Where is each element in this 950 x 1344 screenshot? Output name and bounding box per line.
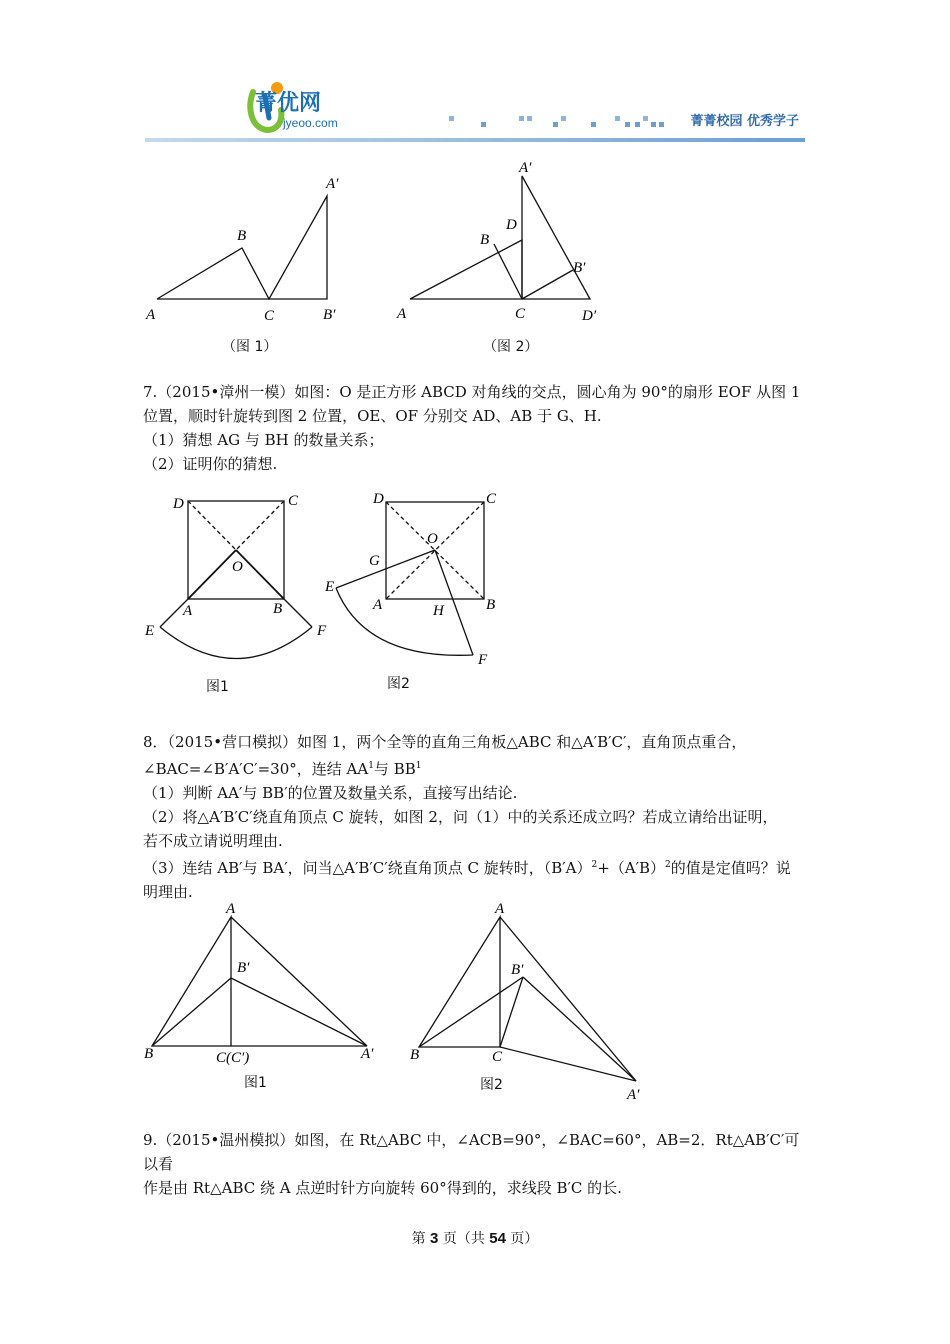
q7-sub-1: （1）猜想 AG 与 BH 的数量关系；	[143, 431, 384, 449]
q8-figure-2	[419, 917, 636, 1081]
q8-fig2-label-B: B	[410, 1047, 420, 1063]
q7-figure-2	[336, 502, 484, 655]
q6-fig2-label-A: A	[397, 306, 407, 322]
q7-fig2-label-D: D	[373, 491, 384, 507]
q7-fig2-label-E: E	[325, 579, 335, 595]
q8-fig1-label-A-prime: A′	[361, 1046, 374, 1062]
q7-figure-1	[160, 501, 312, 659]
q6-figure-1	[157, 196, 327, 299]
q7-fig1-label-O: O	[232, 559, 243, 575]
q8-fig2-label-A: A	[495, 901, 505, 917]
q9-line-1: 9.（2015•温州模拟）如图，在 Rt△ABC 中，∠ACB=90°，∠BAC=60°，AB=2．Rt△AB′C′可以看	[143, 1131, 800, 1173]
q6-fig2-label-C: C	[515, 306, 526, 322]
q6-fig1-label-C: C	[264, 308, 275, 324]
q8-caption-1: 图1	[244, 1075, 267, 1091]
q8-fig1-label-C-Cprime: C(C′)	[216, 1050, 250, 1066]
q6-figures	[140, 160, 610, 365]
current-page-number: 3	[430, 1230, 439, 1247]
q8-fig2-label-C: C	[492, 1049, 503, 1065]
q7-fig1-label-A: A	[183, 603, 193, 619]
q6-fig2-label-B-prime: B′	[573, 260, 586, 276]
q6-fig2-label-D: D	[506, 217, 517, 233]
q7-line-2: 位置，顺时针旋转到图 2 位置，OE、OF 分别交 AD、AB 于 G、H.	[143, 407, 602, 425]
q7-fig2-label-O: O	[427, 531, 438, 547]
page-header	[145, 78, 805, 148]
q9-line-2: 作是由 Rt△ABC 绕 A 点逆时针方向旋转 60°得到的，求线段 B′C 的长.	[143, 1179, 622, 1197]
q7-fig2-label-B: B	[486, 597, 496, 613]
header-slogan: 菁菁校园 优秀学子	[690, 114, 799, 129]
q8-figure-1	[152, 917, 367, 1046]
q7-fig1-label-B: B	[273, 601, 283, 617]
q8-sub-3a: （3）连结 AB′与 BA′，问当△A′B′C′绕直角顶点 C 旋转时，$(B'A)^2+(A'B)^2$的值是定值吗？说	[143, 859, 791, 877]
q6-fig2-label-D-prime: D′	[582, 308, 597, 324]
q6-fig1-label-B-prime: B′	[323, 307, 336, 323]
q8-sub-3b: 明理由.	[143, 883, 193, 901]
q8-fig1-label-B-prime: B′	[237, 960, 250, 976]
q6-fig2-label-A-prime: A′	[519, 160, 532, 176]
q7-fig2-label-F: F	[478, 652, 488, 668]
q8-caption-2: 图2	[480, 1077, 503, 1093]
q7-fig1-label-F: F	[317, 623, 327, 639]
question-8	[143, 730, 811, 904]
question-7	[143, 380, 811, 476]
q6-figure-2	[410, 176, 590, 299]
q7-sub-2: （2）证明你的猜想.	[143, 455, 278, 473]
q8-sub-1: （1）判断 AA′与 BB′的位置及数量关系，直接写出结论.	[143, 784, 518, 802]
q6-fig1-label-A-prime: A′	[326, 176, 339, 192]
q8-line-2: ∠BAC=∠B′A′C′=30°，连结 $AA^1$与 $BB^1$	[143, 760, 422, 778]
q7-figures	[140, 485, 520, 675]
header-rule	[145, 138, 805, 142]
q6-caption-2: （图 2）	[483, 339, 539, 355]
q8-fig2-label-A-prime: A′	[627, 1087, 640, 1103]
page-footer: 第 3 页（共 54 页）	[411, 1230, 539, 1247]
q8-sub-2a: （2）将△A′B′C′绕直角顶点 C 旋转，如图 2，问（1）中的关系还成立吗？若成立请给出证明，	[143, 808, 778, 826]
q8-sub-2b: 若不成立请说明理由.	[143, 832, 283, 850]
q7-fig2-label-C: C	[486, 491, 497, 507]
q8-fig1-label-B: B	[144, 1046, 154, 1062]
brand-site: jyeoo.com	[283, 116, 338, 130]
q6-fig1-label-A: A	[146, 307, 156, 323]
q8-fig1-label-A: A	[226, 901, 236, 917]
q7-fig1-label-E: E	[145, 623, 155, 639]
q8-line-1: 8．（2015•营口模拟）如图 1，两个全等的直角三角板△ABC 和△A′B′C′，直角顶点重合，	[143, 733, 747, 751]
q8-fig2-label-B-prime: B′	[511, 962, 524, 978]
q8-figures	[140, 900, 660, 1105]
q7-fig2-label-H: H	[433, 603, 444, 619]
q6-caption-1: （图 1）	[222, 339, 278, 355]
q6-fig1-label-B: B	[237, 228, 247, 244]
q7-fig2-label-A: A	[373, 597, 383, 613]
q7-line-1: 7.（2015•漳州一模）如图：O 是正方形 ABCD 对角线的交点，圆心角为 90°的扇形 EOF 从图 1	[143, 383, 801, 401]
total-pages: 54	[489, 1230, 506, 1247]
q7-fig1-label-D: D	[173, 496, 184, 512]
brand-name: 菁优网	[255, 91, 322, 116]
q7-fig2-label-G: G	[369, 553, 380, 569]
question-9	[143, 1128, 811, 1200]
q7-caption-1: 图1	[206, 679, 229, 695]
q7-caption-2: 图2	[387, 676, 410, 692]
q7-fig1-label-C: C	[288, 493, 299, 509]
q6-fig2-label-B: B	[480, 232, 490, 248]
header-dots-decoration	[445, 114, 665, 130]
